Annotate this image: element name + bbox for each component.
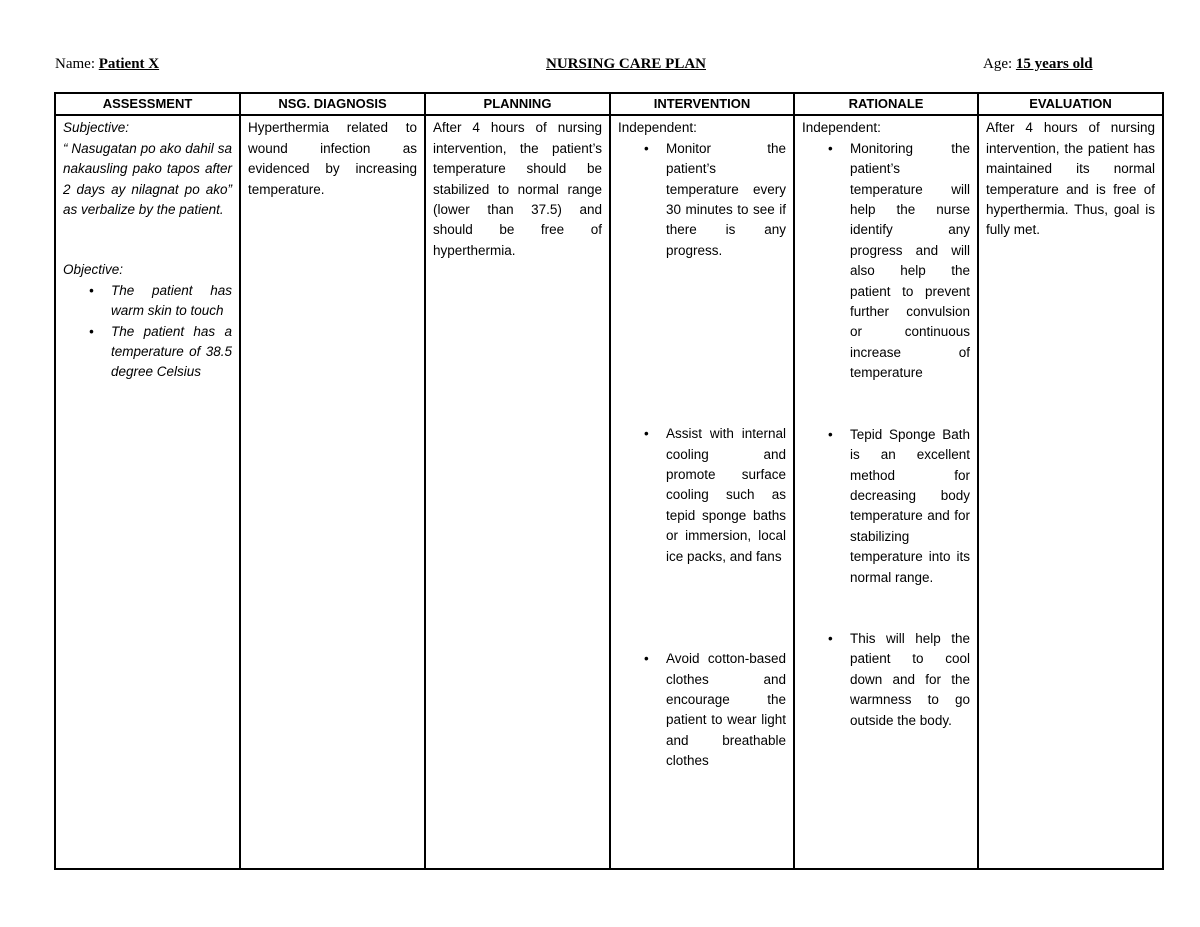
patient-age [983, 56, 1093, 73]
list-item: • Monitor the patient’s temperature every 30 minutes to see if there is any progress. [644, 140, 786, 258]
care-plan-table [54, 92, 1164, 870]
subjective-label: Subjective: [63, 120, 130, 136]
intervention-list [618, 139, 786, 772]
column-header-assessment: ASSESSMENT [55, 93, 240, 115]
planning-text: After 4 hours of nursing intervention, the patient’s temperature should be stabilized to normal range (lower than 37.5) and should be free of hyperthermia. [433, 120, 602, 258]
intervention-label: Independent: [618, 120, 697, 136]
objective-label: Objective: [63, 262, 124, 278]
bullet-icon: • [828, 426, 833, 442]
column-header-rationale: RATIONALE [794, 93, 978, 115]
age-label: Age: [983, 56, 1013, 72]
column-header-evaluation: EVALUATION [978, 93, 1163, 115]
bullet-icon: • [828, 140, 833, 156]
name-label: Name: [55, 56, 95, 72]
bullet-icon: • [644, 426, 649, 442]
bullet-icon: • [89, 282, 94, 298]
rationale-list [802, 139, 970, 731]
diagnosis-cell [240, 115, 425, 869]
rationale-cell [794, 115, 978, 869]
list-item: • Avoid cotton-based clothes and encourage the patient to wear light and breathable clothes [644, 651, 786, 769]
list-item: • Monitoring the patient’s temperature will help the nurse identify any progress and will also help the patient to prevent further convulsion or continuous increase of temperature [828, 140, 970, 381]
name-value: Patient X [98, 56, 160, 72]
diagnosis-text: Hyperthermia related to wound infection as evidenced by increasing temperature. [248, 120, 417, 197]
bullet-icon: • [89, 323, 94, 339]
subjective-text: “ Nasugatan po ako dahil sa nakausling pako tapos after 2 days ay nilagnat po ako” as verbalize by the patient. [63, 140, 232, 218]
assessment-cell [55, 115, 240, 869]
patient-name [55, 56, 159, 73]
bullet-icon: • [644, 140, 649, 156]
column-header-intervention: INTERVENTION [610, 93, 794, 115]
bullet-icon: • [828, 630, 833, 646]
rationale-label: Independent: [802, 120, 881, 136]
column-header-diagnosis: NSG. DIAGNOSIS [240, 93, 425, 115]
page-title: NURSING CARE PLAN [546, 56, 707, 72]
document-header [55, 56, 1105, 76]
list-item: • This will help the patient to cool down and for the warmness to go outside the body. [828, 630, 970, 728]
age-value: 15 years old [1015, 56, 1093, 72]
evaluation-cell [978, 115, 1163, 869]
table-row [55, 115, 1163, 869]
objective-list [63, 281, 232, 383]
evaluation-text: After 4 hours of nursing intervention, the patient has maintained its normal temperature and is free of hyperthermia. Thus, goal is fully met. [986, 120, 1155, 238]
list-item: • The patient has a temperature of 38.5 degree Celsius [89, 323, 232, 380]
intervention-cell [610, 115, 794, 869]
planning-cell [425, 115, 610, 869]
bullet-icon: • [644, 651, 649, 667]
list-item: • The patient has warm skin to touch [89, 282, 232, 319]
column-header-planning: PLANNING [425, 93, 610, 115]
table-header-row [55, 93, 1163, 115]
list-item: • Tepid Sponge Bath is an excellent method for decreasing body temperature and for stabilizing temperature into its normal range. [828, 426, 970, 585]
list-item: • Assist with internal cooling and promote surface cooling such as tepid sponge baths or immersion, local ice packs, and fans [644, 426, 786, 564]
